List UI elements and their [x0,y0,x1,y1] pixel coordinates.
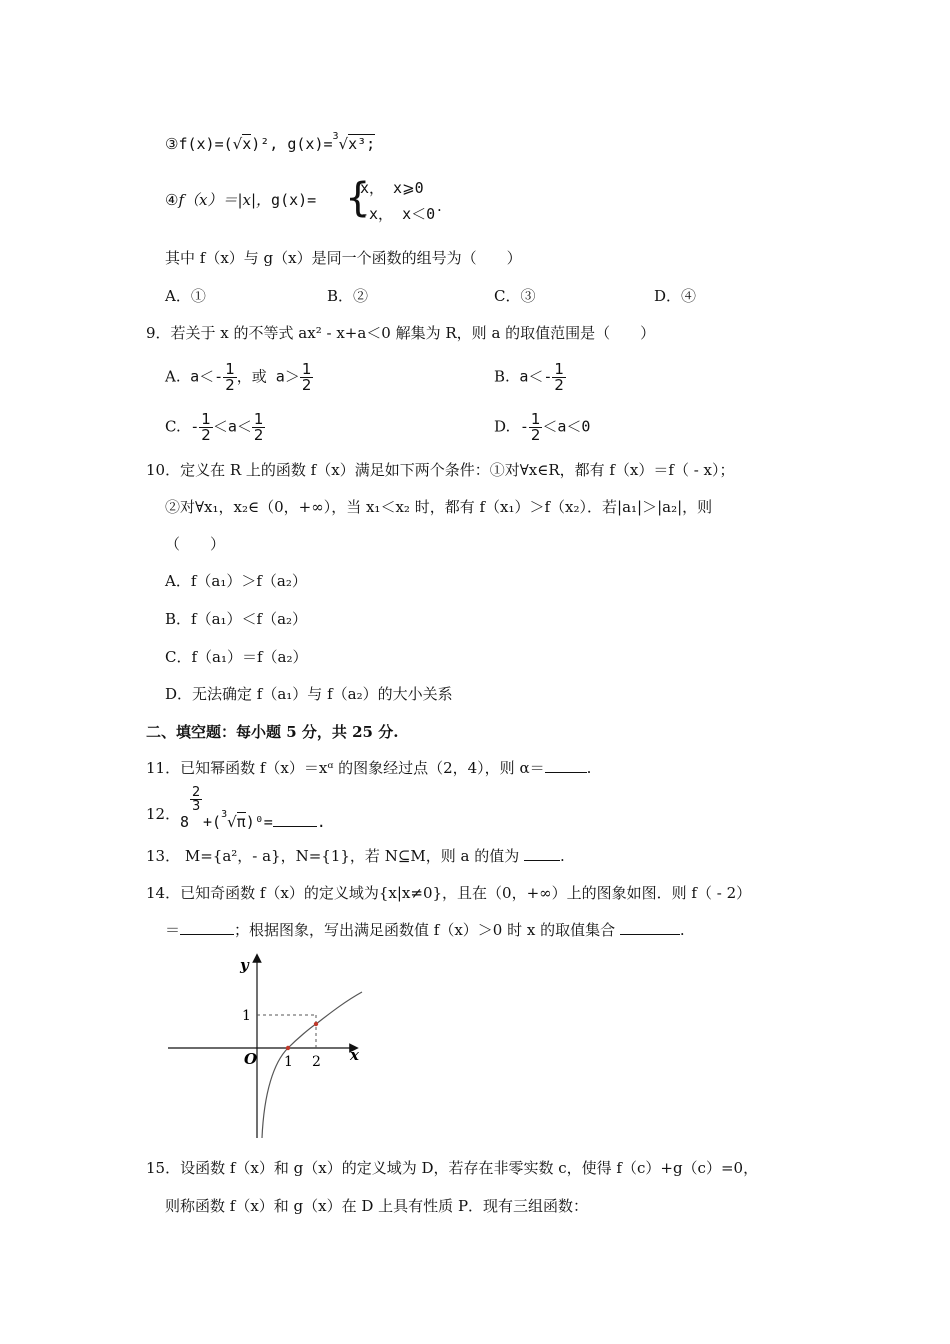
q13-end: . [560,847,565,865]
option-a-part1: a＜- [190,367,224,386]
item4-f: f（x）＝|x|， [178,191,272,209]
answer-blank-1[interactable] [180,920,234,935]
q11-text: 11．已知幂函数 f（x）＝xᵅ 的图象经过点（2，4），则 α＝ [146,759,545,777]
point-2-1 [314,1022,318,1026]
denominator: 2 [301,376,312,394]
cube-root-pi: 3 √π [221,812,246,832]
fraction [252,412,266,443]
numerator: 1 [554,360,564,378]
answer-blank-2[interactable] [620,920,680,935]
cube-root-arg: x³; [348,135,376,153]
denominator: 2 [554,376,564,394]
q8-option-a: A．① [165,287,206,305]
item3-g-head: g(x)= [287,135,333,153]
q14-line2 [165,920,685,940]
q10-line1: 10．定义在 R 上的函数 f（x）满足如下两个条件：①对∀x∈R，都有 f（x）＝f（ - x）； [146,461,735,479]
q14-line2-text: ；根据图象，写出满足函数值 f（x）＞0 时 x 的取值集合 [234,921,616,939]
q8-question: 其中 f（x）与 g（x）是同一个函数的组号为（ ） [165,249,522,267]
q11 [146,758,591,778]
fraction [552,362,566,393]
q9-option-c [165,412,265,443]
q8-item3 [165,131,376,154]
q8-option-b: B．② [327,287,369,305]
denominator: 2 [530,426,541,444]
denominator: 3 [192,799,201,814]
item4-marker: ④ [165,191,179,209]
item3-f-head: f(x)=( [178,135,233,153]
q10-line2: ②对∀x₁，x₂∈（0，+∞），当 x₁＜x₂ 时，都有 f（x₁）＞f（x₂）．若|a₁|＞|a₂|，则 [165,498,713,516]
numerator: 1 [253,410,264,428]
q8-item4 [165,190,316,210]
piecewise-case-2: -x， x＜0 [360,205,436,223]
option-label: A. [165,367,181,386]
option-label: D. [494,417,511,436]
answer-blank[interactable] [273,812,317,827]
q14-equals: ＝ [165,921,181,939]
fraction [199,412,213,443]
function-graph [164,952,394,1142]
numerator: 1 [225,360,235,378]
option-label: C. [165,417,181,436]
denominator: 2 [253,426,264,444]
x-axis-label: x [350,1046,359,1064]
q8-option-c: C．③ [494,287,536,305]
origin-label: O [244,1050,258,1068]
numerator: 1 [530,410,541,428]
pi: π [236,813,246,831]
option-b-part1: a＜- [519,367,553,386]
piecewise-case-1: x， x⩾0 [360,179,424,197]
q9-option-a [165,362,313,393]
q9-option-d [494,412,590,443]
zero-power-equals: )⁰= [245,813,273,831]
power-8 [180,785,201,832]
section-heading: 二、填空题：每小题 5 分，共 25 分. [146,723,399,741]
plus-paren: +( [203,813,222,831]
sqrt-x: √x [232,135,252,153]
item4-g: g(x)= [271,191,317,209]
point-1-0 [286,1046,290,1050]
q13 [146,846,565,866]
numerator: 1 [201,410,211,428]
cube-root: 3 √x³; [333,134,376,154]
denominator: 2 [225,376,235,394]
q10-line3: （ ） [165,535,226,553]
numerator: 1 [301,360,312,378]
q9-option-b [494,362,566,393]
q10-option-b: B．f（a₁）＜f（a₂） [165,610,308,628]
q9-stem: 9．若关于 x 的不等式 ax² - x+a＜0 解集为 R，则 a 的取值范围是（ ） [146,324,656,342]
q12-end: . [316,813,326,831]
option-d-minus: - [519,417,529,436]
q13-text: 13． M={a²，- a}，N={1}，若 N⊆M，则 a 的值为 [146,847,520,865]
item3-f-exp: )², [251,135,279,153]
item3-marker: ③ [165,135,179,153]
piecewise-end: . [437,197,442,215]
q11-end: . [586,759,592,777]
q15-line1: 15．设函数 f（x）和 g（x）的定义域为 D，若存在非零实数 c，使得 f（c）+g（c）=0， [146,1159,759,1177]
q10-option-a: A．f（a₁）＞f（a₂） [165,572,307,590]
exponent-fraction [190,786,202,813]
piecewise-brace: { [345,175,371,221]
y-axis-label: y [240,956,249,974]
q10-option-c: C．f（a₁）＝f（a₂） [165,648,308,666]
y-tick-1: 1 [242,1008,251,1024]
option-label: B. [494,367,510,386]
denominator: 2 [201,426,211,444]
option-c-mid: ＜a＜ [212,417,252,436]
q8-option-d: D．④ [654,287,697,305]
answer-blank[interactable] [524,846,560,861]
q14-line1: 14．已知奇函数 f（x）的定义域为{x|x≠0}，且在（0，+∞）上的图象如图．则 f（ - 2） [146,884,752,902]
option-a-mid: ，或 a＞ [236,367,300,386]
q14-end: . [679,921,685,939]
x-tick-2: 2 [312,1054,321,1070]
q15-line2: 则称函数 f（x）和 g（x）在 D 上具有性质 P．现有三组函数： [165,1197,589,1215]
option-c-minus: - [190,417,200,436]
option-d-mid: ＜a＜0 [542,417,591,436]
power-base: 8 [180,813,190,831]
fraction [529,412,543,443]
numerator: 2 [192,785,201,800]
q12-expression [180,785,326,832]
answer-blank[interactable] [545,758,587,773]
x-tick-1: 1 [284,1054,293,1070]
q10-option-d: D．无法确定 f（a₁）与 f（a₂）的大小关系 [165,685,453,703]
q12-number: 12． [146,805,181,823]
fraction [300,362,314,393]
fraction [223,362,237,393]
root-index: 3 [332,131,339,142]
root-index: 3 [221,809,228,820]
sqrt-arg: x [242,135,252,153]
